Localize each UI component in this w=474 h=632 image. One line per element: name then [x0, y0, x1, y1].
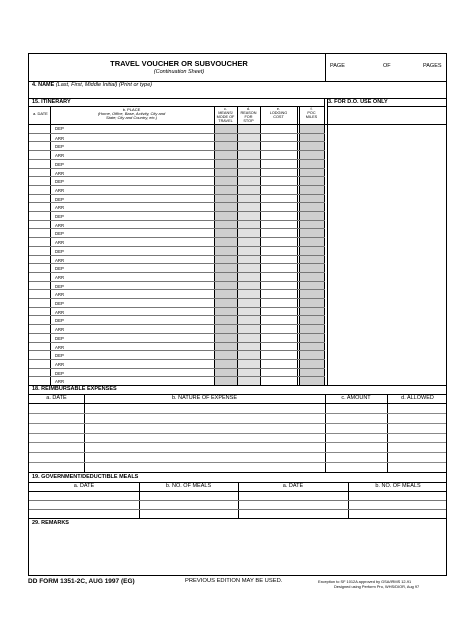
row-type-label: ARR	[55, 257, 65, 263]
row-type-label: DEP	[55, 126, 64, 131]
meals-col-date-2: a. DATE	[282, 483, 304, 489]
reimb-col-allowed: d. ALLOWED	[401, 395, 434, 401]
row-type-label: DEP	[55, 231, 64, 237]
itin-col-means-3: MODE OF	[216, 115, 235, 119]
itin-do-inner-rule	[327, 98, 328, 385]
row-type-label: DEP	[55, 335, 64, 341]
form-id: DD FORM 1351-2C, AUG 1997 (EG)	[28, 578, 135, 585]
row-type-label: DEP	[55, 196, 64, 202]
previous-edition-note: PREVIOUS EDITION MAY BE USED.	[185, 578, 283, 584]
meals-col-no-2: b. NO. OF MEALS	[375, 483, 421, 489]
itin-col-reason-3: FOR	[244, 115, 253, 119]
itin-col-lodging-3: COST	[273, 115, 284, 119]
designed-note: Designed using Perform Pro, WHS/DIOR, Aug 97	[334, 584, 420, 589]
itin-col-lodging-1: e.	[276, 107, 281, 111]
row-type-label: ARR	[55, 344, 65, 350]
meals-col-date-1: a. DATE	[73, 483, 95, 489]
itinerary-title: 15. ITINERARY	[32, 99, 71, 105]
itin-col-means-1: c.	[224, 107, 227, 111]
row-type-label: ARR	[55, 379, 65, 385]
row-type-label: ARR	[55, 187, 65, 193]
row-type-label: ARR	[55, 205, 65, 211]
row-type-label: DEP	[55, 318, 64, 324]
itin-col-means-2: MEANS/	[218, 111, 233, 115]
itin-col-place-1: b. PLACE	[122, 107, 141, 112]
exception-note: Exception to SF 1012A approved by GSA/IRMS 12-91	[318, 579, 412, 584]
row-type-label: ARR	[55, 292, 65, 298]
form-title: TRAVEL VOUCHER OR SUBVOUCHER	[110, 59, 248, 68]
row-type-label: ARR	[55, 240, 65, 246]
reimbursable-row-rule	[29, 462, 446, 463]
row-type-label: ARR	[55, 222, 65, 228]
itin-col-reason-2: REASON	[240, 111, 257, 115]
pages-label: PAGES	[423, 63, 442, 69]
row-type-label: DEP	[55, 144, 64, 150]
reimbursable-row-rule	[29, 433, 446, 434]
row-type-label: ARR	[55, 135, 65, 141]
row-type-label: DEP	[55, 214, 64, 219]
meals-row-rule-2	[29, 509, 446, 510]
itin-col-reason-1: d.	[246, 107, 251, 111]
page-label: PAGE	[330, 63, 345, 69]
reimb-header-rule	[29, 403, 446, 404]
row-type-label: ARR	[55, 361, 65, 367]
meals-row-rule-1	[29, 500, 446, 501]
row-type-label: ARR	[55, 153, 65, 159]
row-type-label: ARR	[55, 170, 65, 176]
row-type-label: ARR	[55, 309, 65, 315]
travel-voucher-form	[28, 53, 447, 576]
itin-col-poc-3: MILES	[305, 115, 318, 119]
itin-col-means-4: TRAVEL	[218, 119, 233, 123]
form-subtitle: (Continuation Sheet)	[153, 69, 205, 75]
row-type-label: DEP	[55, 301, 64, 306]
itin-col-poc-1: f.	[310, 107, 313, 111]
row-type-label: ARR	[55, 327, 65, 333]
itin-col-place-3: State; City and Country, etc.)	[105, 115, 158, 120]
do-use-title: 3. FOR D.O. USE ONLY	[328, 99, 388, 105]
meals-col-no-1: b. NO. OF MEALS	[165, 483, 212, 489]
row-type-label: DEP	[55, 179, 64, 185]
do-title-rule	[327, 106, 446, 107]
itin-col-poc-2: POC	[307, 111, 316, 115]
reimb-col-amount: c. AMOUNT	[341, 395, 371, 401]
header-divider	[325, 54, 326, 81]
meals-title: 19. GOVERNMENT/DEDUCTIBLE MEALS	[32, 474, 139, 480]
remarks-title: 29. REMARKS	[32, 520, 69, 526]
row-type-label: DEP	[55, 353, 64, 359]
itin-col-lodging-2: LODGING	[269, 111, 288, 115]
row-type-label: ARR	[55, 274, 65, 280]
reimbursable-row-rule	[29, 442, 446, 443]
itinerary-title-rule	[29, 106, 325, 107]
reimb-title-rule	[29, 394, 446, 395]
reimbursable-title: 18. REIMBURSABLE EXPENSES	[32, 386, 117, 392]
row-type-label: DEP	[55, 283, 64, 289]
itinerary-row[interactable]	[29, 124, 325, 133]
name-hint: (Last, First, Middle Initial) (Print or type)	[55, 82, 153, 88]
row-type-label: DEP	[55, 248, 64, 254]
name-field[interactable]	[32, 83, 152, 89]
name-label: 4. NAME	[32, 82, 55, 88]
reimbursable-row-rule	[29, 423, 446, 424]
row-type-label: DEP	[55, 266, 64, 272]
reimbursable-row-rule	[29, 452, 446, 453]
itin-col-reason-4: STOP	[243, 119, 254, 123]
remarks-area[interactable]	[31, 528, 445, 574]
itin-col-date: a. DATE	[33, 111, 48, 116]
reimb-bottom-rule	[29, 472, 446, 473]
of-label: OF	[383, 63, 391, 69]
reimb-col-date: a. DATE	[46, 395, 67, 401]
meals-bottom-rule	[29, 518, 446, 519]
reimbursable-row-rule	[29, 413, 446, 414]
row-type-label: DEP	[55, 370, 64, 376]
itin-col-place-2: (Home, Office, Base, Activity, City and	[97, 111, 166, 116]
reimb-col-nature: b. NATURE OF EXPENSE	[172, 395, 237, 401]
row-type-label: DEP	[55, 161, 64, 167]
